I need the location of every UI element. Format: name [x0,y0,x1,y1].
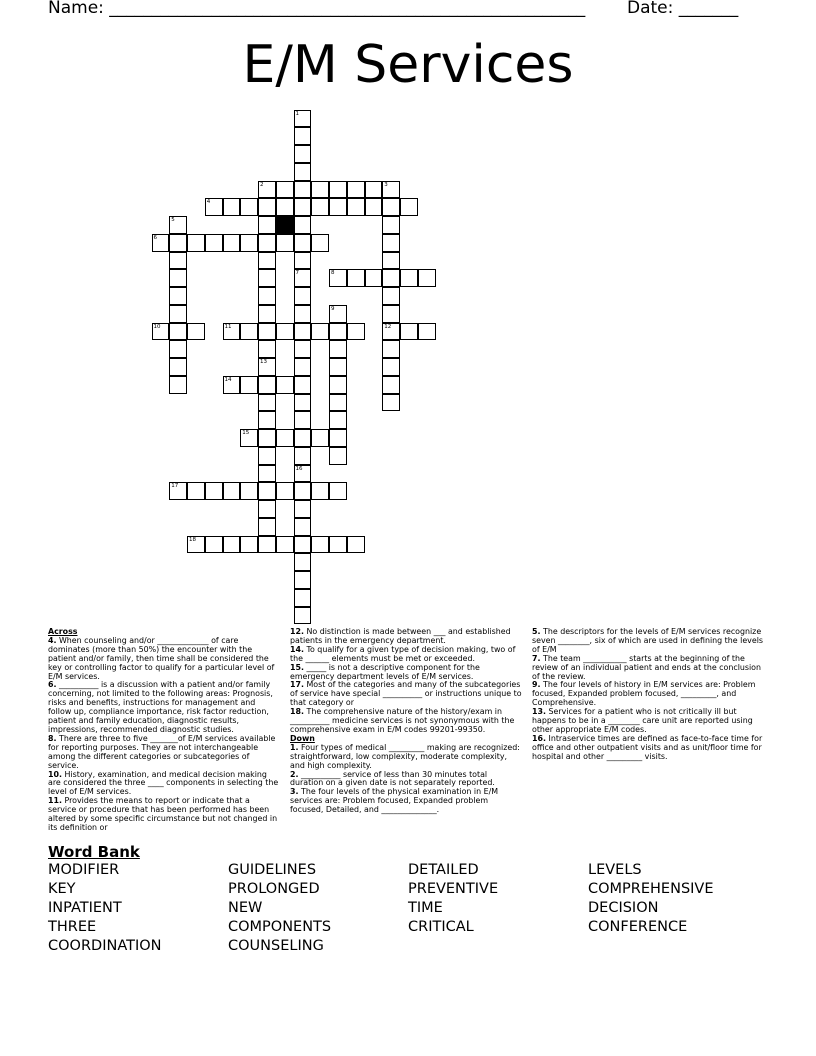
crossword-cell[interactable] [258,429,276,447]
crossword-clue-number: 13 [260,359,267,365]
clue-down-16: 16. Intraservice times are defined as face-to-face time for office and other outpatient visits and as unit/floor time for hospital and other _________ visits. [532,733,763,761]
crossword-cell[interactable] [294,287,312,305]
crossword-cell[interactable] [294,429,312,447]
crossword-clue-number: 18 [189,536,196,543]
crossword-cell[interactable] [152,323,170,341]
crossword-cell[interactable] [418,323,436,341]
crossword-cell[interactable] [329,447,347,465]
crossword-cell[interactable] [382,252,400,270]
clue-across-14: 14. To qualify for a given type of decision making, two of the ______ elements must be met or exceeded. [290,644,516,663]
word-bank-word: DECISION [588,900,659,916]
crossword-cell[interactable] [223,376,241,394]
crossword-cell[interactable] [240,482,258,500]
crossword-cell[interactable] [382,305,400,323]
crossword-cell[interactable] [347,536,365,554]
crossword-cell[interactable] [169,376,187,394]
crossword-clue-number: 9 [331,305,335,312]
down-heading: Down [290,733,315,743]
word-bank-word: COUNSELING [228,938,324,954]
crossword-clue-number: 12 [384,323,392,330]
crossword-cell[interactable] [240,376,258,394]
crossword-clue-number: 15 [242,430,250,436]
word-bank-word: GUIDELINES [228,862,317,878]
clue-across-17: 17. Most of the categories and many of the subcategories of service have special __________ or instructions unique to that category or [290,680,522,708]
word-bank-word: MODIFIER [48,862,120,878]
crossword-cell[interactable] [152,234,170,252]
crossword-cell[interactable] [382,376,400,394]
crossword-cell[interactable] [258,287,276,305]
crossword-cell[interactable] [258,465,276,483]
crossword-cell[interactable] [258,376,276,394]
crossword-cell[interactable] [329,181,347,199]
crossword-cell[interactable] [169,482,187,500]
crossword-cell[interactable] [223,482,241,500]
crossword-cell[interactable] [294,198,312,216]
crossword-cell[interactable] [382,358,400,376]
crossword-cell[interactable] [294,340,312,358]
crossword-cell[interactable] [347,198,365,216]
crossword-cell[interactable] [382,269,400,287]
crossword-cell[interactable] [329,482,347,500]
crossword-cell[interactable] [205,198,223,216]
crossword-clue-number: 3 [384,181,388,188]
crossword-cell[interactable] [294,589,312,607]
crossword-cell[interactable] [169,305,187,323]
crossword-cell[interactable] [169,269,187,287]
crossword-cell[interactable] [400,323,418,341]
crossword-cell[interactable] [294,305,312,323]
clue-down-1: 1. Four types of medical _________ making are recognized: straightforward, low complexity, moderate complexity, and high complexity. [290,742,520,770]
date-field-label: Date: _______ [627,0,739,18]
crossword-cell[interactable] [169,340,187,358]
crossword-cell[interactable] [382,287,400,305]
clue-across-12: 12. No distinction is made between ___ and established patients in the emergency department. [290,627,511,645]
crossword-cell[interactable] [329,305,347,323]
crossword-cell[interactable] [258,482,276,500]
clue-across-8: 8. There are three to five _______of E/M services available for reporting purposes. They are not interchangeable among the different categories or subcategories of service. [48,733,276,770]
crossword-cell[interactable] [223,323,241,341]
crossword-cell[interactable] [240,429,258,447]
crossword-cell[interactable] [294,127,312,145]
crossword-cell[interactable] [169,287,187,305]
crossword-clue-number: 10 [153,323,161,330]
word-bank-word: TIME [408,900,443,916]
crossword-cell[interactable] [258,198,276,216]
crossword-clue-number: 8 [331,270,335,277]
crossword-cell[interactable] [294,571,312,589]
crossword-clue-number: 7 [295,270,299,277]
name-field-label: Name: ________________________________________________________ [48,0,586,18]
crossword-cell[interactable] [276,536,294,554]
clues-column-1 [48,628,280,833]
crossword-cell[interactable] [294,145,312,163]
crossword-block [276,216,294,234]
word-bank-word: PROLONGED [228,881,320,897]
clue-across-18: 18. The comprehensive nature of the history/exam in __________ medicine services is not synonymous with the comprehensive exam in E/M codes 99201-99350. [290,707,515,734]
crossword-cell[interactable] [294,110,312,128]
crossword-cell[interactable] [294,252,312,270]
word-bank-word: INPATIENT [48,900,122,916]
crossword-clue-number: 2 [260,181,264,188]
crossword-cell[interactable] [223,234,241,252]
crossword-cell[interactable] [382,234,400,252]
crossword-clue-number: 11 [224,323,232,330]
crossword-cell[interactable] [205,482,223,500]
crossword-cell[interactable] [258,234,276,252]
crossword-cell[interactable] [294,518,312,536]
clue-across-6: 6. __________ is a discussion with a patient and/or family concerning, not limited to the following areas: Prognosis, risks and benefits, instructions for management and follow up, compliance importance, risk factor reduction, patient and family education, diagnostic results, impressions, recommended diagnostic studies. [48,680,273,734]
word-bank-word: CRITICAL [408,919,474,935]
crossword-cell[interactable] [258,216,276,234]
crossword-cell[interactable] [240,536,258,554]
crossword-clue-number: 14 [224,376,232,383]
crossword-cell[interactable] [294,269,312,287]
crossword-cell[interactable] [258,181,276,199]
crossword-cell[interactable] [294,323,312,341]
clue-across-15: 15. _____ is not a descriptive component for the emergency department levels of E/M services. [290,662,480,681]
crossword-cell[interactable] [382,323,400,341]
crossword-clue-number: 6 [153,234,157,241]
crossword-clue-number: 4 [206,199,211,206]
word-bank-word: COMPREHENSIVE [588,881,714,897]
crossword-cell[interactable] [294,394,312,412]
crossword-cell[interactable] [258,411,276,429]
clue-down-13: 13. Services for a patient who is not critically ill but happens to be in a ________ care unit are reported using other appropriate E/M codes. [532,707,753,734]
crossword-cell[interactable] [258,500,276,518]
crossword-cell[interactable] [365,181,383,199]
crossword-cell[interactable] [258,536,276,554]
crossword-cell[interactable] [276,323,294,341]
crossword-cell[interactable] [294,376,312,394]
crossword-cell[interactable] [240,198,258,216]
crossword-cell[interactable] [276,429,294,447]
crossword-cell[interactable] [382,340,400,358]
clues-column-3 [532,628,764,762]
crossword-cell[interactable] [382,394,400,412]
crossword-cell[interactable] [347,323,365,341]
crossword-cell[interactable] [311,234,329,252]
crossword-cell[interactable] [169,216,187,234]
crossword-cell[interactable] [294,447,312,465]
crossword-cell[interactable] [294,234,312,252]
crossword-cell[interactable] [329,536,347,554]
word-bank-title: Word Bank [48,843,140,861]
crossword-clue-number: 17 [171,483,179,490]
word-bank-word: NEW [228,900,263,916]
crossword-cell[interactable] [329,429,347,447]
crossword-cell[interactable] [294,553,312,571]
crossword-cell[interactable] [329,323,347,341]
word-bank-word: LEVELS [588,862,642,878]
crossword-cell[interactable] [347,181,365,199]
crossword-cell[interactable] [294,358,312,376]
crossword-cell[interactable] [382,181,400,199]
crossword-cell[interactable] [294,607,312,625]
crossword-cell[interactable] [187,323,205,341]
clue-across-10: 10. History, examination, and medical decision making are considered the three ____ components in selecting the level of E/M services. [48,769,279,797]
crossword-cell[interactable] [169,234,187,252]
clue-down-5: 5. The descriptors for the levels of E/M services recognize seven ________, six of which are used in defining the levels of E/M [532,627,763,654]
crossword-cell[interactable] [329,269,347,287]
crossword-cell[interactable] [187,536,205,554]
crossword-cell[interactable] [276,198,294,216]
word-bank [48,861,788,956]
crossword-cell[interactable] [294,216,312,234]
crossword-cell[interactable] [294,482,312,500]
crossword-cell[interactable] [347,269,365,287]
crossword-cell[interactable] [400,198,418,216]
clue-across-11: 11. Provides the means to report or indicate that a service or procedure that has been performed has been altered by some specific circumstance but not changed in its definition or [48,796,278,832]
crossword-cell[interactable] [258,323,276,341]
crossword-cell[interactable] [365,198,383,216]
word-bank-word: COMPONENTS [228,919,332,935]
clue-down-7: 7. The team ___________ starts at the beginning of the review of an individual patient and ends at the conclusion of the review. [532,653,762,681]
crossword-cell[interactable] [294,411,312,429]
crossword-clue-number: 5 [171,217,175,223]
crossword-cell[interactable] [205,536,223,554]
crossword-cell[interactable] [258,394,276,412]
crossword-cell[interactable] [187,234,205,252]
crossword-cell[interactable] [311,181,329,199]
crossword-cell[interactable] [258,305,276,323]
crossword-cell[interactable] [400,269,418,287]
clue-down-3: 3. The four levels of the physical examination in E/M services are: Problem focused, Expanded problem focused, Detailed, and ______________. [290,787,499,815]
crossword-cell[interactable] [258,340,276,358]
word-bank-word: DETAILED [408,862,479,878]
word-bank-word: COORDINATION [48,938,162,954]
crossword-cell[interactable] [294,181,312,199]
crossword-cell[interactable] [311,198,329,216]
crossword-cell[interactable] [258,518,276,536]
crossword-cell[interactable] [276,376,294,394]
crossword-cell[interactable] [329,340,347,358]
crossword-cell[interactable] [311,482,329,500]
crossword-cell[interactable] [187,482,205,500]
crossword-cell[interactable] [294,465,312,483]
clue-down-2: 2. __________ service of less than 30 minutes total duration on a given date is not separately reported. [290,769,495,788]
crossword-cell[interactable] [311,323,329,341]
page-title: E/M Services [242,35,574,95]
clues-column-2 [290,628,522,815]
crossword-cell[interactable] [169,323,187,341]
word-bank-word: PREVENTIVE [408,881,499,897]
crossword-cell[interactable] [294,163,312,181]
clue-down-9: 9. The four levels of history in E/M services are: Problem focused, Expanded problem focused, _________, and Comprehensive. [532,680,756,708]
word-bank-word: CONFERENCE [588,919,688,935]
crossword-cell[interactable] [205,234,223,252]
crossword-clue-number: 1 [295,110,299,117]
crossword-cell[interactable] [169,358,187,376]
crossword-cell[interactable] [311,429,329,447]
crossword-cell[interactable] [240,234,258,252]
across-heading: Across [48,627,78,636]
crossword-cell[interactable] [329,358,347,376]
crossword-cell[interactable] [276,482,294,500]
crossword-cell[interactable] [382,198,400,216]
crossword-cell[interactable] [258,269,276,287]
crossword-cell[interactable] [365,269,383,287]
crossword-cell[interactable] [276,234,294,252]
crossword-cell[interactable] [294,536,312,554]
clue-across-4: 4. When counseling and/or _____________ of care dominates (more than 50%) the encounter with the patient and/or family, then time shall be considered the key or controlling factor to qualify for a particular level of E/M services. [48,635,275,681]
crossword-cell[interactable] [329,394,347,412]
crossword-cell[interactable] [276,181,294,199]
crossword-cell[interactable] [418,269,436,287]
crossword-cell[interactable] [258,358,276,376]
word-bank-word: KEY [48,881,76,897]
crossword-cell[interactable] [382,216,400,234]
crossword-cell[interactable] [329,411,347,429]
crossword-cell[interactable] [258,447,276,465]
crossword-cell[interactable] [223,536,241,554]
crossword-cell[interactable] [311,536,329,554]
word-bank-word: THREE [48,919,97,935]
crossword-cell[interactable] [223,198,241,216]
crossword-cell[interactable] [240,323,258,341]
crossword-clue-number: 16 [295,465,303,472]
crossword-cell[interactable] [258,252,276,270]
crossword-cell[interactable] [294,500,312,518]
crossword-cell[interactable] [169,252,187,270]
crossword-cell[interactable] [329,198,347,216]
crossword-cell[interactable] [329,376,347,394]
